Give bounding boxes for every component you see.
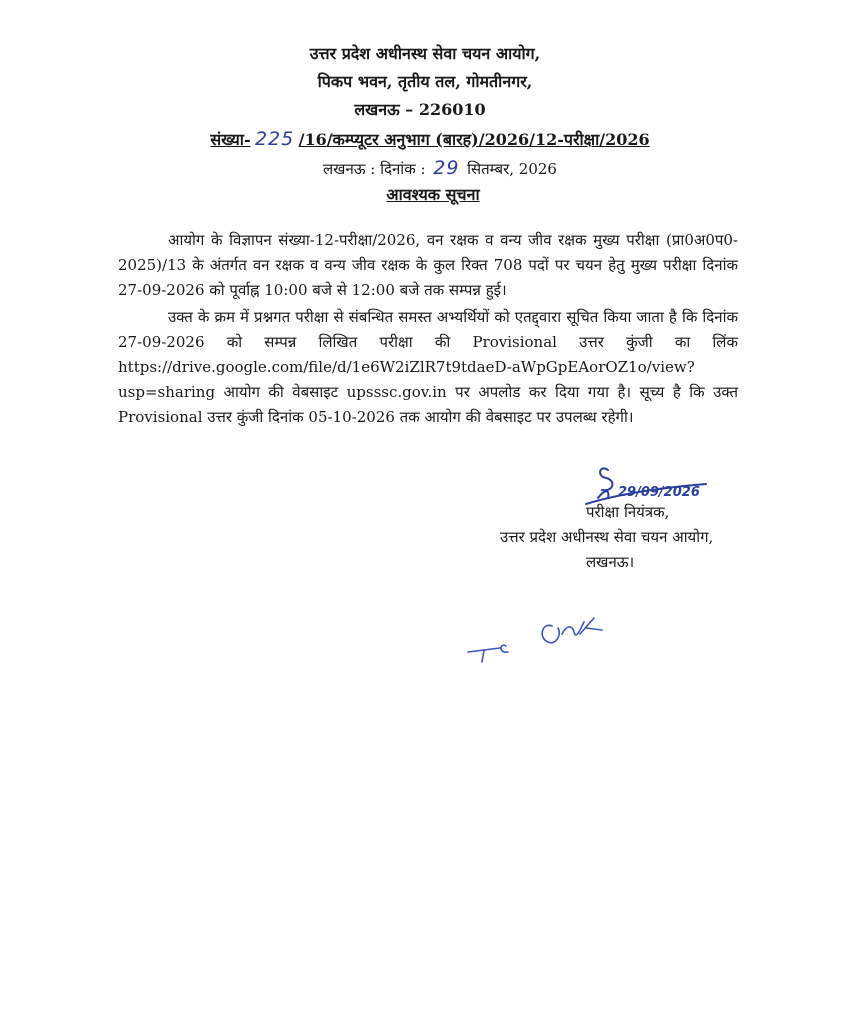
org-address: पिकप भवन, तृतीय तल, गोमतीनगर, xyxy=(317,72,533,91)
handwritten-date-day: 29 xyxy=(433,157,460,179)
reference-number xyxy=(0,124,860,155)
handwritten-initials xyxy=(462,604,612,664)
org-city-pin: लखनऊ – 226010 xyxy=(354,100,486,119)
signatory-title: परीक्षा नियंत्रक, xyxy=(586,503,670,521)
signatory-org: उत्तर प्रदेश अधीनस्थ सेवा चयन आयोग, xyxy=(500,528,714,546)
reference-suffix: /16/कम्प्यूटर अनुभाग (बारह)/2026/12-परीक्षा/2026 xyxy=(298,130,650,149)
date-prefix: लखनऊ : दिनांक : xyxy=(323,160,426,178)
notice-body xyxy=(118,228,738,430)
handwritten-reference-number: 225 xyxy=(254,128,295,150)
signature-date: 29/09/2026 xyxy=(618,485,700,500)
letterhead xyxy=(0,40,860,208)
reference-prefix: संख्या- xyxy=(210,130,251,149)
paragraph-exam-details: आयोग के विज्ञापन संख्या-12-परीक्षा/2026, वन रक्षक व वन्य जीव रक्षक मुख्य परीक्षा (प्रा0अ0प0-2025)/13 के अंतर्गत वन रक्षक व वन्य जीव रक्षक के कुल रिक्त 708 पदों पर चयन हेतु मुख्य परीक्षा दिनांक 27-09-2026 को पूर्वाह्न 10:00 बजे से 12:00 बजे तक सम्पन्न हुई। xyxy=(118,231,738,299)
org-name: उत्तर प्रदेश अधीनस्थ सेवा चयन आयोग, xyxy=(309,44,541,63)
signatory-block xyxy=(500,500,760,575)
paragraph-answer-key: उक्त के क्रम में प्रश्नगत परीक्षा से संबन्धित समस्त अभ्यर्थियों को एतद्द्वारा सूचित किया जाता है कि दिनांक 27-09-2026 को सम्पन्न लिखित परीक्षा की Provisional उत्तर कुंजी का लिंक https://drive.google.com/file/d/1e6W2iZlR7t9tdaeD-aWpGpEAorOZ1o/view?usp=sharing आयोग की वेबसाइट upsssc.gov.in पर अपलोड कर दिया गया है। सूच्य है कि उक्त Provisional उत्तर कुंजी दिनांक 05-10-2026 तक आयोग की वेबसाइट पर उपलब्ध रहेगी। xyxy=(118,308,738,426)
notice-title: आवश्यक सूचना xyxy=(386,185,480,204)
issue-date xyxy=(20,155,860,182)
signatory-city: लखनऊ। xyxy=(586,553,635,571)
date-suffix: सितम्बर, 2026 xyxy=(467,160,557,178)
